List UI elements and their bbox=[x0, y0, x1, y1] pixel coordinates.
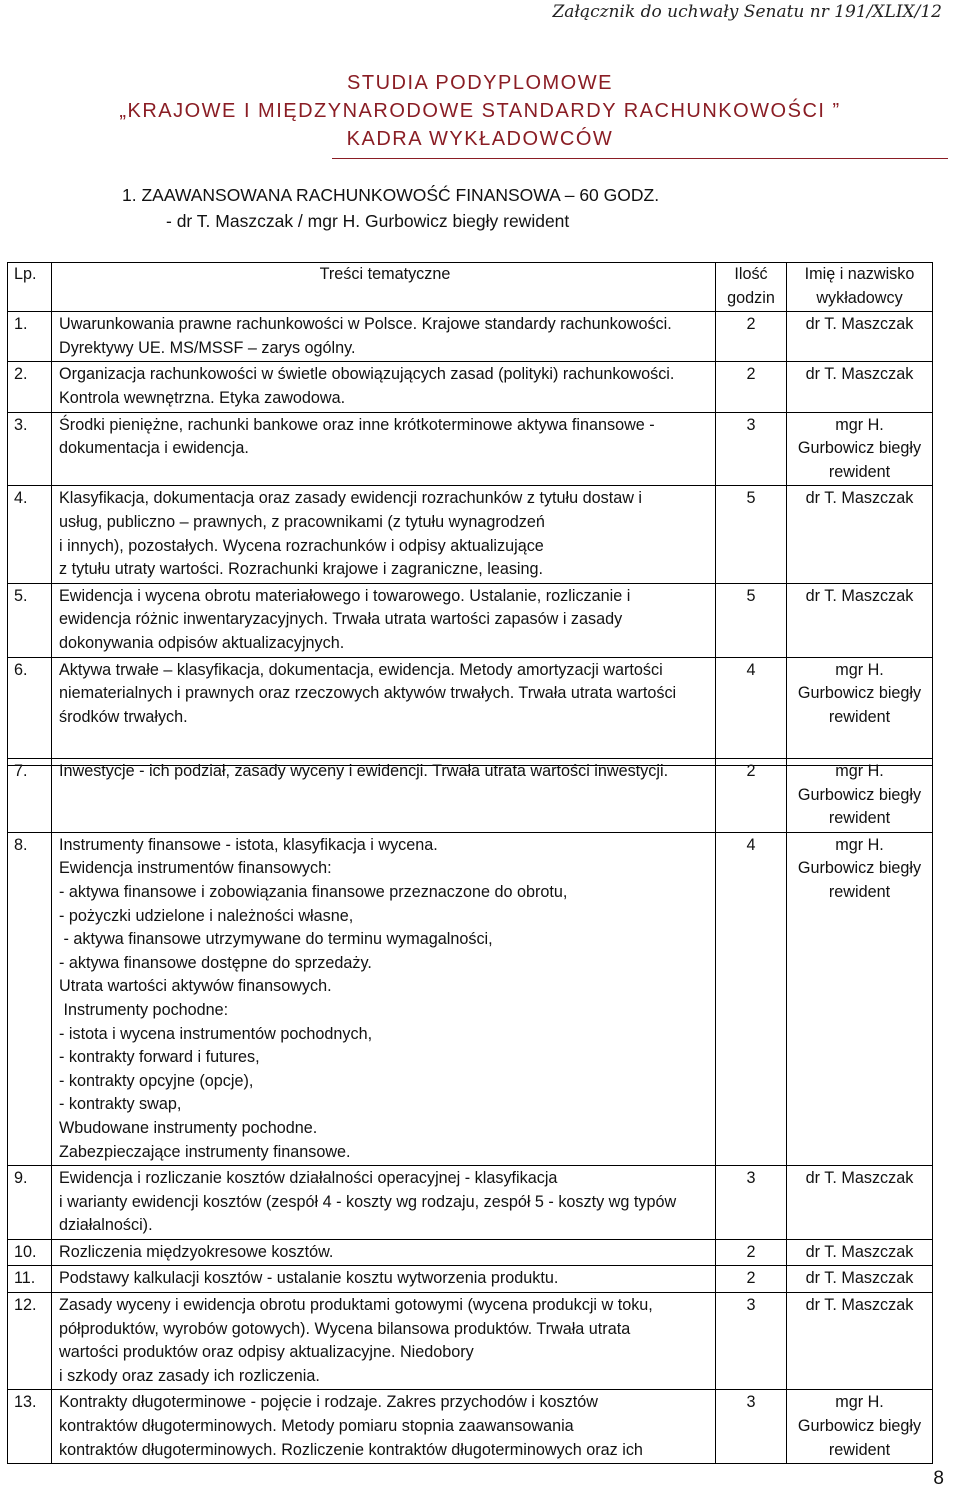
row-topic bbox=[52, 759, 716, 833]
topic-line: Zasady wyceny i ewidencja obrotu produktami gotowymi (wycena produkcji w toku, bbox=[59, 1296, 653, 1315]
row-hours: 2 bbox=[716, 312, 787, 362]
header-hours bbox=[716, 263, 787, 312]
topic-line: Instrumenty finansowe - istota, klasyfikacja i wycena. bbox=[59, 835, 438, 854]
lecturer-line: rewident bbox=[828, 882, 891, 901]
staff-heading: KADRA WYKŁADOWCÓW bbox=[346, 128, 614, 150]
topic-line: Utrata wartości aktywów finansowych. bbox=[59, 977, 332, 996]
row-lecturer bbox=[787, 312, 933, 362]
row-hours: 2 bbox=[716, 1239, 787, 1266]
program-title: STUDIA PODYPLOMOWE bbox=[347, 72, 613, 94]
row-hours: 5 bbox=[716, 486, 787, 583]
topic-line: i warianty ewidencji kosztów (zespół 4 - koszty wg rodzaju, zespół 5 - koszty wg typów bbox=[59, 1192, 677, 1211]
header-lecturer bbox=[787, 263, 933, 312]
row-topic bbox=[52, 1390, 716, 1464]
topic-line: kontraktów długoterminowych. Rozliczenie kontraktów długoterminowych oraz ich bbox=[59, 1440, 643, 1459]
topic-line: Kontrakty długoterminowe - pojęcie i rodzaje. Zakres przychodów i kosztów bbox=[59, 1393, 598, 1412]
lecturer-line: dr T. Maszczak bbox=[805, 1242, 914, 1261]
row-number: 7. bbox=[8, 759, 52, 833]
row-topic bbox=[52, 412, 716, 486]
lecturer-line: rewident bbox=[828, 1440, 891, 1459]
row-lecturer bbox=[787, 1293, 933, 1390]
row-number: 8. bbox=[8, 832, 52, 1165]
lecturer-line: Gurbowicz biegły bbox=[797, 684, 922, 703]
lecturer-line: dr T. Maszczak bbox=[805, 1169, 914, 1188]
topic-line: i innych), pozostałych. Wycena rozrachunków i odpisy aktualizujące bbox=[59, 536, 544, 555]
topic-line: Uwarunkowania prawne rachunkowości w Polsce. Krajowe standardy rachunkowości. bbox=[59, 315, 672, 334]
row-lecturer bbox=[787, 362, 933, 412]
row-hours: 4 bbox=[716, 657, 787, 766]
topic-line: Aktywa trwałe – klasyfikacja, dokumentacja, ewidencja. Metody amortyzacji wartości bbox=[59, 660, 663, 679]
row-hours: 5 bbox=[716, 583, 787, 657]
topics-table-2 bbox=[7, 758, 933, 1464]
row-number: 4. bbox=[8, 486, 52, 583]
table-row bbox=[8, 657, 933, 766]
row-number: 11. bbox=[8, 1266, 52, 1293]
row-topic bbox=[52, 583, 716, 657]
topic-line: Kontrola wewnętrzna. Etyka zawodowa. bbox=[59, 388, 346, 407]
header-topics: Treści tematyczne bbox=[52, 263, 716, 312]
table-row bbox=[8, 312, 933, 362]
topic-line: Inwestycje - ich podział, zasady wyceny i ewidencji. Trwała utrata wartości inwestycji. bbox=[59, 762, 669, 780]
table-row bbox=[8, 1390, 933, 1464]
table-row bbox=[8, 759, 933, 833]
topic-line: Podstawy kalkulacji kosztów - ustalanie kosztu wytworzenia produktu. bbox=[59, 1269, 559, 1288]
header-lecturer-line: Imię i nazwisko bbox=[804, 265, 915, 283]
lecturer-line: dr T. Maszczak bbox=[805, 365, 914, 384]
lecturer-line: Gurbowicz biegły bbox=[797, 439, 922, 458]
row-lecturer bbox=[787, 412, 933, 486]
topic-line: Instrumenty pochodne: bbox=[59, 1000, 229, 1019]
row-topic bbox=[52, 1293, 716, 1390]
title-divider bbox=[332, 158, 948, 159]
row-topic bbox=[52, 486, 716, 583]
header-lp: Lp. bbox=[8, 263, 52, 312]
table-row bbox=[8, 1266, 933, 1293]
lecturer-line: mgr H. bbox=[835, 835, 884, 854]
row-lecturer bbox=[787, 1390, 933, 1464]
attachment-note: Załącznik do uchwały Senatu nr 191/XLIX/12 bbox=[552, 2, 942, 22]
lecturer-line: rewident bbox=[828, 462, 891, 481]
topic-line: - pożyczki udzielone i należności własne, bbox=[59, 906, 354, 925]
row-topic bbox=[52, 1166, 716, 1240]
program-name: „KRAJOWE I MIĘDZYNARODOWE STANDARDY RACHUNKOWOŚCI ” bbox=[119, 100, 841, 122]
topic-line: Wbudowane instrumenty pochodne. bbox=[59, 1118, 318, 1137]
topic-line: Ewidencja instrumentów finansowych: bbox=[59, 859, 332, 878]
row-number: 9. bbox=[8, 1166, 52, 1240]
row-number: 10. bbox=[8, 1239, 52, 1266]
row-hours: 2 bbox=[716, 1266, 787, 1293]
topic-line: - istota i wycena instrumentów pochodnych, bbox=[59, 1024, 373, 1043]
lecturer-line: dr T. Maszczak bbox=[805, 1269, 914, 1288]
row-number: 2. bbox=[8, 362, 52, 412]
row-number: 1. bbox=[8, 312, 52, 362]
topic-line: działalności). bbox=[59, 1216, 153, 1235]
row-lecturer bbox=[787, 1239, 933, 1266]
row-lecturer bbox=[787, 759, 933, 833]
lecturer-line: dr T. Maszczak bbox=[805, 315, 914, 334]
topic-line: dokonywania odpisów aktualizacyjnych. bbox=[59, 633, 345, 652]
table-header-row bbox=[8, 263, 933, 312]
row-number: 13. bbox=[8, 1390, 52, 1464]
row-lecturer bbox=[787, 486, 933, 583]
topic-line: Środki pieniężne, rachunki bankowe oraz inne krótkoterminowe aktywa finansowe - bbox=[59, 415, 655, 434]
topic-line: środków trwałych. bbox=[59, 707, 188, 726]
row-topic bbox=[52, 657, 716, 766]
topic-line: ewidencja różnic inwentaryzacyjnych. Trwała utrata wartości zapasów i zasady bbox=[59, 610, 623, 629]
row-topic bbox=[52, 1266, 716, 1293]
row-number: 12. bbox=[8, 1293, 52, 1390]
header-hours-line: Ilość bbox=[734, 265, 768, 283]
lecturer-line: dr T. Maszczak bbox=[805, 1296, 914, 1315]
row-lecturer bbox=[787, 1266, 933, 1293]
lecturer-line: dr T. Maszczak bbox=[805, 489, 914, 508]
row-hours: 3 bbox=[716, 412, 787, 486]
row-lecturer bbox=[787, 832, 933, 1165]
topic-line: - aktywa finansowe dostępne do sprzedaży. bbox=[59, 953, 372, 972]
lecturer-line: mgr H. bbox=[835, 660, 884, 679]
lecturer-line: dr T. Maszczak bbox=[805, 586, 914, 605]
row-lecturer bbox=[787, 1166, 933, 1240]
table-row bbox=[8, 1239, 933, 1266]
lecturer-line: rewident bbox=[828, 707, 891, 726]
section-heading-block bbox=[122, 182, 659, 234]
row-number: 6. bbox=[8, 657, 52, 766]
table-row bbox=[8, 1293, 933, 1390]
topic-line: Klasyfikacja, dokumentacja oraz zasady ewidencji rozrachunków z tytułu dostaw i bbox=[59, 489, 643, 508]
topic-line: - aktywa finansowe i zobowiązania finansowe przeznaczone do obrotu, bbox=[59, 882, 568, 901]
topic-line: półproduktów, wyrobów gotowych). Wycena bilansowa produktów. Trwała utrata bbox=[59, 1319, 631, 1338]
section-heading: 1. ZAAWANSOWANA RACHUNKOWOŚĆ FINANSOWA – 60 GODZ. bbox=[122, 185, 660, 205]
lecturer-line: Gurbowicz biegły bbox=[797, 859, 922, 878]
topic-line: - aktywa finansowe utrzymywane do terminu wymagalności, bbox=[59, 930, 493, 949]
section-lecturers: - dr T. Maszczak / mgr H. Gurbowicz biegły rewident bbox=[166, 211, 570, 231]
lecturer-line: Gurbowicz biegły bbox=[797, 1417, 922, 1436]
page-number: 8 bbox=[933, 1468, 944, 1489]
table-row bbox=[8, 486, 933, 583]
table-row bbox=[8, 583, 933, 657]
row-hours: 3 bbox=[716, 1390, 787, 1464]
topic-line: wartości produktów oraz odpisy aktualizacyjne. Niedobory bbox=[59, 1343, 474, 1362]
row-lecturer bbox=[787, 583, 933, 657]
row-number: 3. bbox=[8, 412, 52, 486]
topic-line: Ewidencja i wycena obrotu materiałowego i towarowego. Ustalanie, rozliczanie i bbox=[59, 586, 631, 605]
lecturer-line: mgr H. bbox=[835, 1393, 884, 1412]
lecturer-line: rewident bbox=[828, 809, 891, 828]
topics-table-1 bbox=[7, 262, 933, 766]
lecturer-line: mgr H. bbox=[835, 762, 884, 780]
topic-line: Dyrektywy UE. MS/MSSF – zarys ogólny. bbox=[59, 338, 356, 357]
topic-line: kontraktów długoterminowych. Metody pomiaru stopnia zaawansowania bbox=[59, 1417, 574, 1436]
row-lecturer bbox=[787, 657, 933, 766]
topic-line: - kontrakty opcyjne (opcje), bbox=[59, 1071, 254, 1090]
topic-line: Organizacja rachunkowości w świetle obowiązujących zasad (polityki) rachunkowości. bbox=[59, 365, 675, 384]
row-hours: 3 bbox=[716, 1293, 787, 1390]
row-topic bbox=[52, 1239, 716, 1266]
topic-line: Ewidencja i rozliczanie kosztów działalności operacyjnej - klasyfikacja bbox=[59, 1169, 558, 1188]
row-hours: 3 bbox=[716, 1166, 787, 1240]
header-hours-line: godzin bbox=[727, 288, 775, 307]
table-row bbox=[8, 832, 933, 1165]
topic-line: niematerialnych i prawnych oraz rzeczowych aktywów trwałych. Trwała utrata wartości bbox=[59, 684, 677, 703]
topic-line: Zabezpieczające instrumenty finansowe. bbox=[59, 1142, 351, 1161]
row-number: 5. bbox=[8, 583, 52, 657]
lecturer-line: mgr H. bbox=[835, 415, 884, 434]
row-hours: 2 bbox=[716, 362, 787, 412]
row-topic bbox=[52, 832, 716, 1165]
topic-line: - kontrakty forward i futures, bbox=[59, 1048, 260, 1067]
header-lecturer-line: wykładowcy bbox=[816, 288, 903, 307]
topic-line: z tytułu utraty wartości. Rozrachunki krajowe i zagraniczne, leasing. bbox=[59, 560, 544, 579]
row-topic bbox=[52, 362, 716, 412]
table-row bbox=[8, 362, 933, 412]
topic-line: - kontrakty swap, bbox=[59, 1095, 182, 1114]
topic-line: i szkody oraz zasady ich rozliczenia. bbox=[59, 1366, 320, 1385]
row-hours: 4 bbox=[716, 832, 787, 1165]
table-row bbox=[8, 412, 933, 486]
row-hours: 2 bbox=[716, 759, 787, 833]
topic-line: dokumentacja i ewidencja. bbox=[59, 439, 249, 458]
row-topic bbox=[52, 312, 716, 362]
topic-line: usług, publiczno – prawnych, z pracownikami (z tytułu wynagrodzeń bbox=[59, 512, 545, 531]
lecturer-line: Gurbowicz biegły bbox=[797, 785, 922, 804]
table-row bbox=[8, 1166, 933, 1240]
topic-line: Rozliczenia międzyokresowe kosztów. bbox=[59, 1242, 334, 1261]
